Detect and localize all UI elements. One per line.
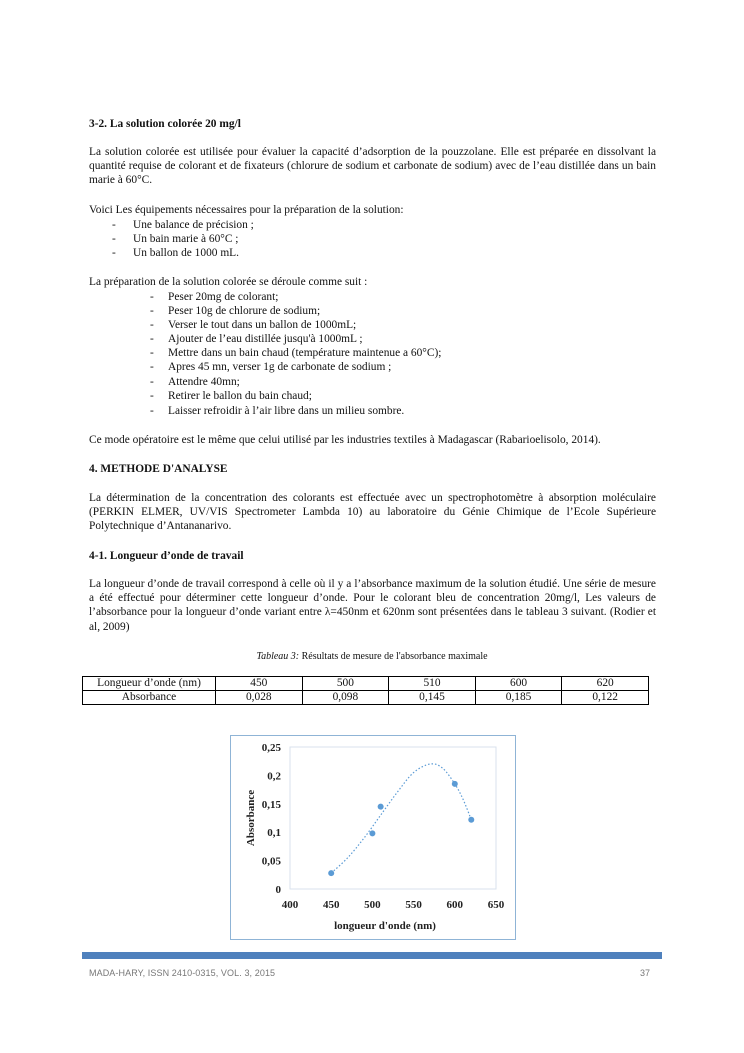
x-tick-label: 550 [405, 899, 422, 911]
list-item: Un ballon de 1000 mL. [133, 247, 239, 259]
data-point [378, 804, 384, 810]
list-bullet: - [150, 376, 154, 388]
list-bullet: - [150, 291, 154, 303]
section-heading-3-2: 3-2. La solution colorée 20 mg/l [89, 118, 241, 130]
data-point [328, 870, 334, 876]
x-tick-label: 650 [487, 899, 505, 911]
trendline [331, 764, 471, 873]
y-tick-label: 0,1 [267, 827, 281, 840]
x-axis-label: longueur d'onde (nm) [334, 920, 436, 932]
x-tick-label: 450 [322, 899, 340, 911]
list-bullet: - [150, 347, 154, 359]
list-bullet: - [150, 333, 154, 345]
y-tick-label: 0,05 [261, 855, 281, 868]
x-tick-label: 500 [364, 899, 381, 911]
list-item: Apres 45 mn, verser 1g de carbonate de sodium ; [168, 361, 392, 373]
list-item: Laisser refroidir à l’air libre dans un milieu sombre. [168, 405, 405, 417]
y-tick-label: 0,25 [261, 742, 281, 754]
paragraph-solution: La solution colorée est utilisée pour évaluer la capacité d’adsorption de la pouzzolane. Elle est préparée en dissolvant la quantité requise de colorant et de fixateurs (chlorure de sodium et carbonate de sodium) avec de l’eau distillée dans un bain marie à 60°C. [89, 146, 656, 187]
data-point [369, 830, 375, 836]
list-item: Une balance de précision ; [133, 219, 254, 231]
table-row-header: Longueur d’onde (nm) [83, 677, 216, 691]
list-bullet: - [112, 219, 116, 231]
table-cell: 510 [389, 677, 476, 691]
equipment-intro: Voici Les équipements nécessaires pour la préparation de la solution: [89, 204, 404, 216]
list-item: Ajouter de l’eau distillée jusqu'à 1000mL ; [168, 333, 363, 345]
data-points [328, 781, 474, 876]
data-point [468, 817, 474, 823]
table-row-header: Absorbance [83, 691, 216, 705]
table-cell: 0,098 [302, 691, 389, 705]
table-cell: 0,122 [562, 691, 649, 705]
list-item: Verser le tout dans un ballon de 1000mL; [168, 319, 357, 331]
section-heading-4: 4. METHODE D'ANALYSE [89, 463, 228, 475]
y-tick-label: 0,15 [261, 798, 281, 811]
paragraph-wavelength: La longueur d’onde de travail correspond à celle où il y a l’absorbance maximum de la solution étudié. Une série de mesure a été effectué pour déterminer cette longueur d’onde. Pour le colorant bleu de concentration 20mg/l, Les valeurs de l’absorbance pour la longueur d’onde variant entre λ=450nm et 620nm sont présentées dans le tableau 3 suivant. (Rodier et al, 2009) [89, 578, 656, 633]
y-axis-ticks [262, 742, 282, 896]
list-bullet: - [150, 305, 154, 317]
steps-intro: La préparation de la solution colorée se déroule comme suit : [89, 276, 368, 288]
list-item: Peser 20mg de colorant; [168, 291, 279, 303]
table-cell: 0,185 [475, 691, 562, 705]
footer-bar [82, 952, 662, 959]
table-cell: 0,145 [389, 691, 476, 705]
list-item: Un bain marie à 60°C ; [133, 233, 239, 245]
paragraph-analysis: La détermination de la concentration des colorants est effectuée avec un spectrophotomètre à absorption moléculaire (PERKIN ELMER, UV/VIS Spectrometer Lambda 10) au laboratoire du Génie Chimique de l’Ecole Supérieure Polytechnique d’Antananarivo. [89, 492, 656, 533]
table-cell: 500 [302, 677, 389, 691]
table-cell: 620 [562, 677, 649, 691]
list-item: Retirer le ballon du bain chaud; [168, 390, 312, 402]
list-bullet: - [112, 247, 116, 259]
y-axis-label: Absorbance [245, 789, 257, 847]
x-tick-label: 600 [446, 899, 464, 911]
x-tick-label: 400 [281, 899, 299, 911]
table-caption-label: Tableau 3: [256, 651, 300, 662]
list-bullet: - [150, 405, 154, 417]
section-heading-4-1: 4-1. Longueur d’onde de travail [89, 550, 244, 562]
list-bullet: - [112, 233, 116, 245]
list-bullet: - [150, 390, 154, 402]
table-caption-text: Résultats de mesure de l'absorbance maximale [299, 651, 488, 662]
table-cell: 600 [475, 677, 562, 691]
table-cell: 450 [216, 677, 303, 691]
footer-journal: MADA-HARY, ISSN 2410-0315, VOL. 3, 2015 [89, 968, 276, 978]
list-bullet: - [150, 361, 154, 373]
list-bullet: - [150, 319, 154, 331]
y-tick-label: 0,2 [267, 770, 281, 783]
table-cell: 0,028 [216, 691, 303, 705]
data-point [452, 781, 458, 787]
closing-paragraph: Ce mode opératoire est le même que celui utilisé par les industries textiles à Madagascar (Rabarioelisolo, 2014). [89, 434, 601, 446]
x-axis-ticks [282, 899, 505, 911]
list-item: Mettre dans un bain chaud (température maintenue a 60°C); [168, 347, 442, 359]
y-tick-label: 0 [275, 884, 281, 896]
list-item: Attendre 40mn; [168, 376, 240, 388]
page-number: 37 [640, 968, 651, 978]
plot-area [290, 747, 496, 889]
list-item: Peser 10g de chlorure de sodium; [168, 305, 321, 317]
